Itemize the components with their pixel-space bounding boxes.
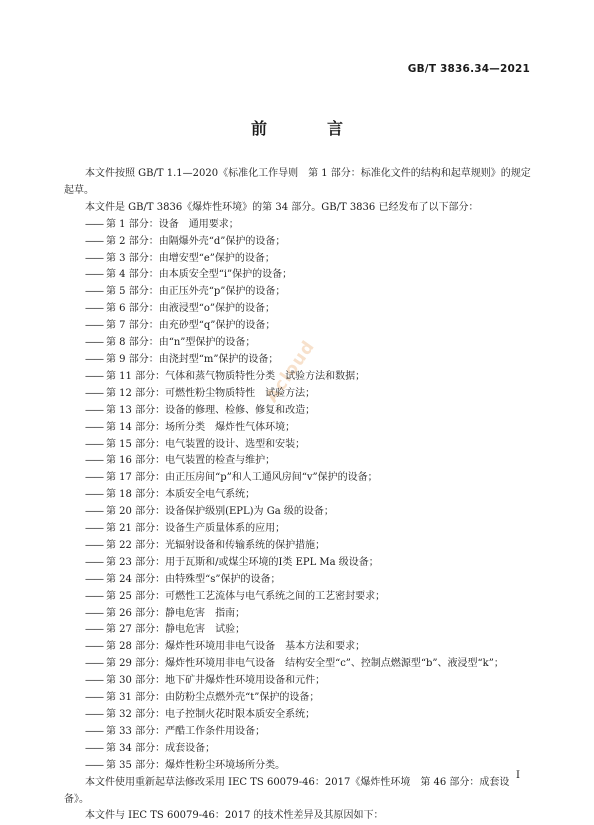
list-dash: ——	[85, 658, 103, 670]
list-dash: ——	[85, 235, 103, 247]
list-item-text: 第 28 部分：爆炸性环境用非电气设备 基本方法和要求；	[106, 641, 366, 653]
list-dash: ——	[85, 489, 103, 501]
list-item-text: 第 2 部分：由隔爆外壳“d”保护的设备；	[106, 235, 286, 247]
list-dash: ——	[85, 506, 103, 518]
list-dash: ——	[85, 404, 103, 416]
list-item-text: 第 5 部分：由正压外壳“p”保护的设备；	[106, 286, 286, 298]
list-item-text: 第 14 部分：场所分类 爆炸性气体环境；	[106, 421, 296, 433]
list-item-text: 第 9 部分：由浇封型“m”保护的设备；	[106, 353, 279, 365]
list-dash: ——	[85, 709, 103, 720]
list-dash: ——	[85, 725, 103, 737]
list-dash: ——	[85, 472, 103, 484]
list-dash: ——	[85, 218, 103, 230]
list-dash: ——	[85, 624, 103, 636]
list-dash: ——	[85, 590, 103, 602]
list-dash: ——	[85, 759, 103, 771]
list-item-text: 第 6 部分：由液浸型“o”保护的设备；	[106, 303, 275, 315]
list-item	[64, 234, 534, 251]
list-dash: ——	[85, 523, 103, 535]
intro-paragraph: 本文件按照 GB/T 1.1—2020《标准化工作导则 第 1 部分：标准化文件的结构和起草规则》的规定起草。	[64, 168, 531, 196]
list-dash: ——	[85, 675, 103, 687]
list-item	[64, 251, 534, 268]
list-item	[64, 690, 534, 707]
list-item	[64, 504, 534, 521]
list-item	[64, 741, 534, 758]
list-item	[64, 758, 534, 775]
list-item	[64, 335, 534, 352]
list-dash: ——	[85, 742, 103, 754]
list-dash: ——	[85, 455, 103, 467]
list-item	[64, 521, 534, 538]
list-item	[64, 724, 534, 741]
list-item-text: 第 33 部分：严酷工作条件用设备；	[106, 725, 266, 737]
list-dash: ——	[85, 320, 103, 332]
list-item-text: 第 34 部分：成套设备；	[106, 742, 216, 754]
watermark: Acloud	[262, 336, 320, 407]
list-item-text: 第 23 部分：用于瓦斯和/或煤尘环境的Ⅰ类 EPL Ma 级设备；	[106, 556, 379, 568]
list-item-text: 第 24 部分：由特殊型“s”保护的设备；	[106, 573, 281, 585]
list-dash: ——	[85, 641, 103, 653]
differences-paragraph: 本文件与 IEC TS 60079-46：2017 的技术性差异及其原因如下：	[85, 810, 384, 822]
list-item	[64, 589, 534, 606]
list-item-text: 第 32 部分：电子控制火花时限本质安全系统；	[106, 709, 316, 720]
list-item	[64, 555, 534, 572]
list-item	[64, 639, 534, 656]
list-item-text: 第 1 部分：设备 通用要求；	[106, 218, 239, 230]
list-dash: ——	[85, 337, 103, 349]
list-item-text: 第 21 部分：设备生产质量体系的应用；	[106, 523, 286, 535]
series-paragraph: 本文件是 GB/T 3836《爆炸性环境》的第 34 部分。GB/T 3836 已经发布了以下部分：	[85, 201, 479, 213]
list-dash: ——	[85, 252, 103, 264]
list-item-text: 第 3 部分：由增安型“e”保护的设备；	[106, 252, 275, 264]
list-dash: ——	[85, 573, 103, 585]
list-dash: ——	[85, 353, 103, 365]
list-item	[64, 470, 534, 487]
standard-code-header: GB/T 3836.34—2021	[407, 63, 530, 75]
page-title: 前 言	[250, 119, 365, 138]
list-dash: ——	[85, 269, 103, 281]
list-item	[64, 606, 534, 623]
list-item	[64, 217, 534, 234]
list-item	[64, 453, 534, 470]
list-dash: ——	[85, 387, 103, 399]
list-item	[64, 437, 534, 454]
list-dash: ——	[85, 438, 103, 450]
list-item-text: 第 26 部分：静电危害 指南；	[106, 607, 246, 619]
list-dash: ——	[85, 607, 103, 619]
list-item	[64, 369, 534, 386]
list-item-text: 第 25 部分：可燃性工艺流体与电气系统之间的工艺密封要求；	[106, 590, 386, 602]
list-item	[64, 487, 534, 504]
list-item	[64, 403, 534, 420]
list-item	[64, 538, 534, 555]
list-item-text: 第 22 部分：光辐射设备和传输系统的保护措施；	[106, 539, 326, 551]
list-item-text: 第 13 部分：设备的修理、检修、修复和改造；	[106, 404, 316, 416]
list-item	[64, 673, 534, 690]
list-item	[64, 352, 534, 369]
list-item	[64, 386, 534, 403]
adoption-paragraph: 本文件使用重新起草法修改采用 IEC TS 60079-46：2017《爆炸性环境 第 46 部分：成套设备》。	[64, 776, 510, 805]
list-item-text: 第 27 部分：静电危害 试验；	[106, 624, 246, 636]
list-item	[64, 622, 534, 639]
list-item-text: 第 4 部分：由本质安全型“i”保护的设备；	[106, 269, 293, 281]
list-dash: ——	[85, 303, 103, 315]
list-dash: ——	[85, 692, 103, 704]
list-item-text: 第 17 部分：由正压房间“p”和人工通风房间“v”保护的设备；	[106, 472, 378, 484]
list-dash: ——	[85, 556, 103, 568]
page-number: Ⅰ	[516, 770, 520, 781]
list-item-text: 第 31 部分：由防粉尘点燃外壳“t”保护的设备；	[106, 692, 320, 704]
list-item	[64, 267, 534, 284]
list-item-text: 第 29 部分：爆炸性环境用非电气设备 结构安全型“c”、控制点燃源型“b”、液浸型“k”；	[106, 658, 504, 670]
parts-list	[64, 217, 534, 775]
list-dash: ——	[85, 286, 103, 298]
list-item-text: 第 30 部分：地下矿井爆炸性环境用设备和元件；	[106, 675, 326, 687]
list-item	[64, 656, 534, 673]
list-item-text: 第 7 部分：由充砂型“q”保护的设备；	[106, 320, 276, 332]
list-item	[64, 707, 534, 724]
list-item-text: 第 12 部分：可燃性粉尘物质特性 试验方法；	[106, 387, 316, 399]
list-dash: ——	[85, 421, 103, 433]
list-item-text: 第 18 部分：本质安全电气系统；	[106, 489, 256, 501]
list-item	[64, 284, 534, 301]
list-dash: ——	[85, 370, 103, 382]
list-item-text: 第 15 部分：电气装置的设计、选型和安装；	[106, 438, 306, 450]
list-item	[64, 301, 534, 318]
list-item	[64, 420, 534, 437]
list-item-text: 第 11 部分：气体和蒸气物质特性分类 试验方法和数据；	[106, 370, 366, 382]
list-dash: ——	[85, 539, 103, 551]
list-item	[64, 572, 534, 589]
list-item	[64, 318, 534, 335]
list-item-text: 第 20 部分：设备保护级别(EPL)为 Ga 级的设备；	[106, 506, 334, 518]
list-item-text: 第 35 部分：爆炸性粉尘环境场所分类。	[106, 759, 286, 771]
list-item-text: 第 16 部分：电气装置的检查与维护；	[106, 455, 276, 467]
list-item-text: 第 8 部分：由“n”型保护的设备；	[106, 337, 256, 349]
document-body	[64, 166, 534, 825]
